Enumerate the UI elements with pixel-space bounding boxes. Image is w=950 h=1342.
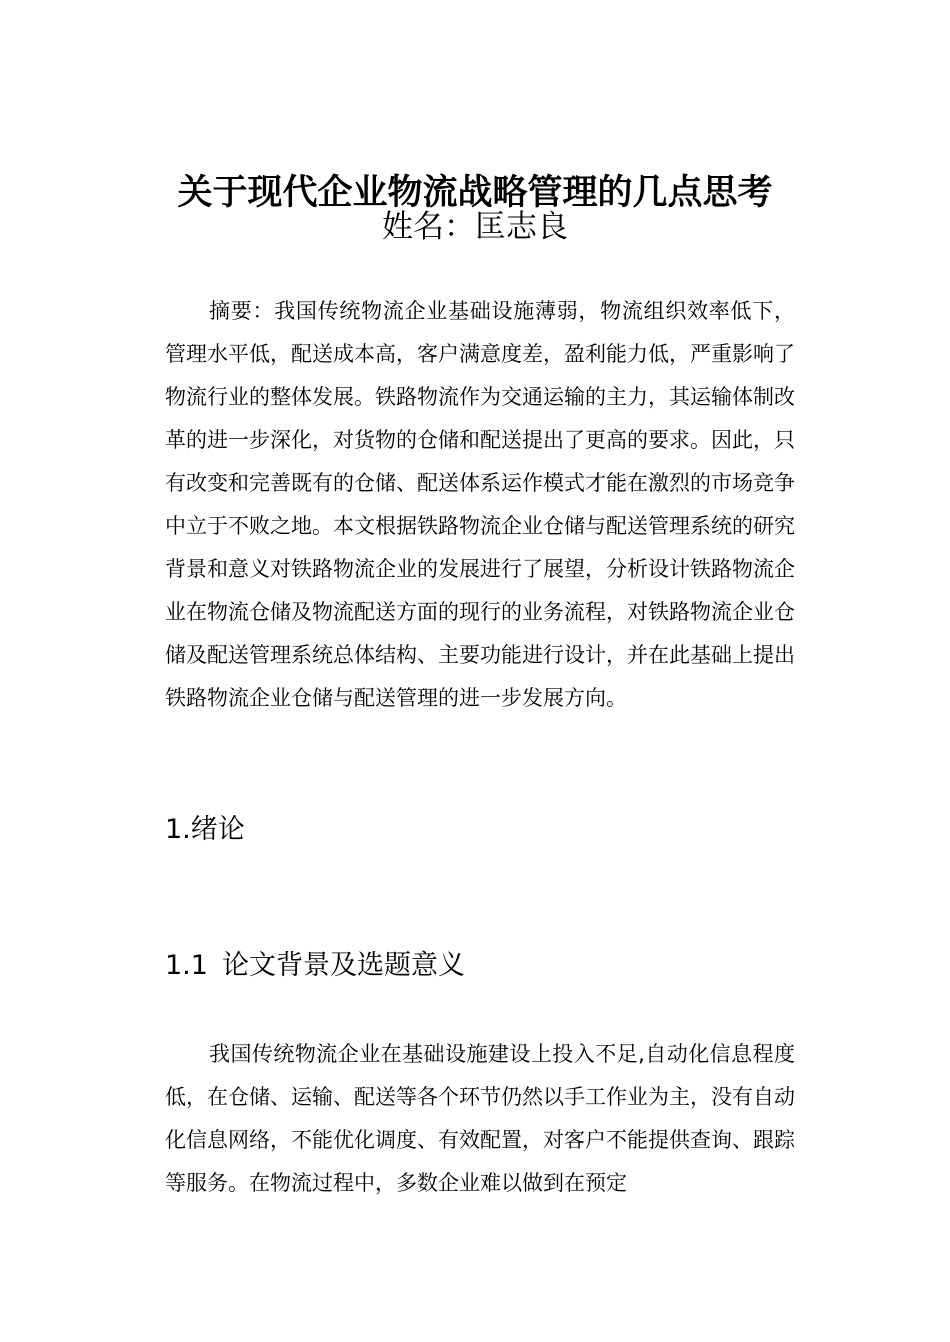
body-paragraph: 我国传统物流企业在基础设施建设上投入不足,自动化信息程度低，在仓储、运输、配送等各个环节仍然以手工作业为主，没有自动化信息网络，不能优化调度、有效配置，对客户不能提供查询、跟踪等服务。在物流过程中，多数企业难以做到在预定 — [165, 1042, 795, 1195]
section-heading-1 — [165, 810, 245, 850]
section-heading-1-1 — [165, 946, 465, 986]
subsection-title: 论文背景及选题意义 — [221, 950, 465, 981]
abstract-paragraph: 摘要：我国传统物流企业基础设施薄弱，物流组织效率低下，管理水平低，配送成本高，客户满意度差，盈利能力低，严重影响了物流行业的整体发展。铁路物流作为交通运输的主力，其运输体制改革的进一步深化，对货物的仓储和配送提出了更高的要求。因此，只有改变和完善既有的仓储、配送体系运作模式才能在激烈的市场竞争中立于不败之地。本文根据铁路物流企业仓储与配送管理系统的研究背景和意义对铁路物流企业的发展进行了展望，分析设计铁路物流企业在物流仓储及物流配送方面的现行的业务流程，对铁路物流企业仓储及配送管理系统总体结构、主要功能进行设计，并在此基础上提出铁路物流企业仓储与配送管理的进一步发展方向。 — [165, 299, 795, 710]
section-number: 1. — [165, 814, 191, 845]
subsection-number: 1.1 — [165, 950, 208, 981]
document-title: 关于现代企业物流战略管理的几点思考 — [177, 172, 773, 214]
author-line: 姓名：匡志良 — [382, 209, 568, 245]
section-title: 绪论 — [190, 814, 245, 845]
